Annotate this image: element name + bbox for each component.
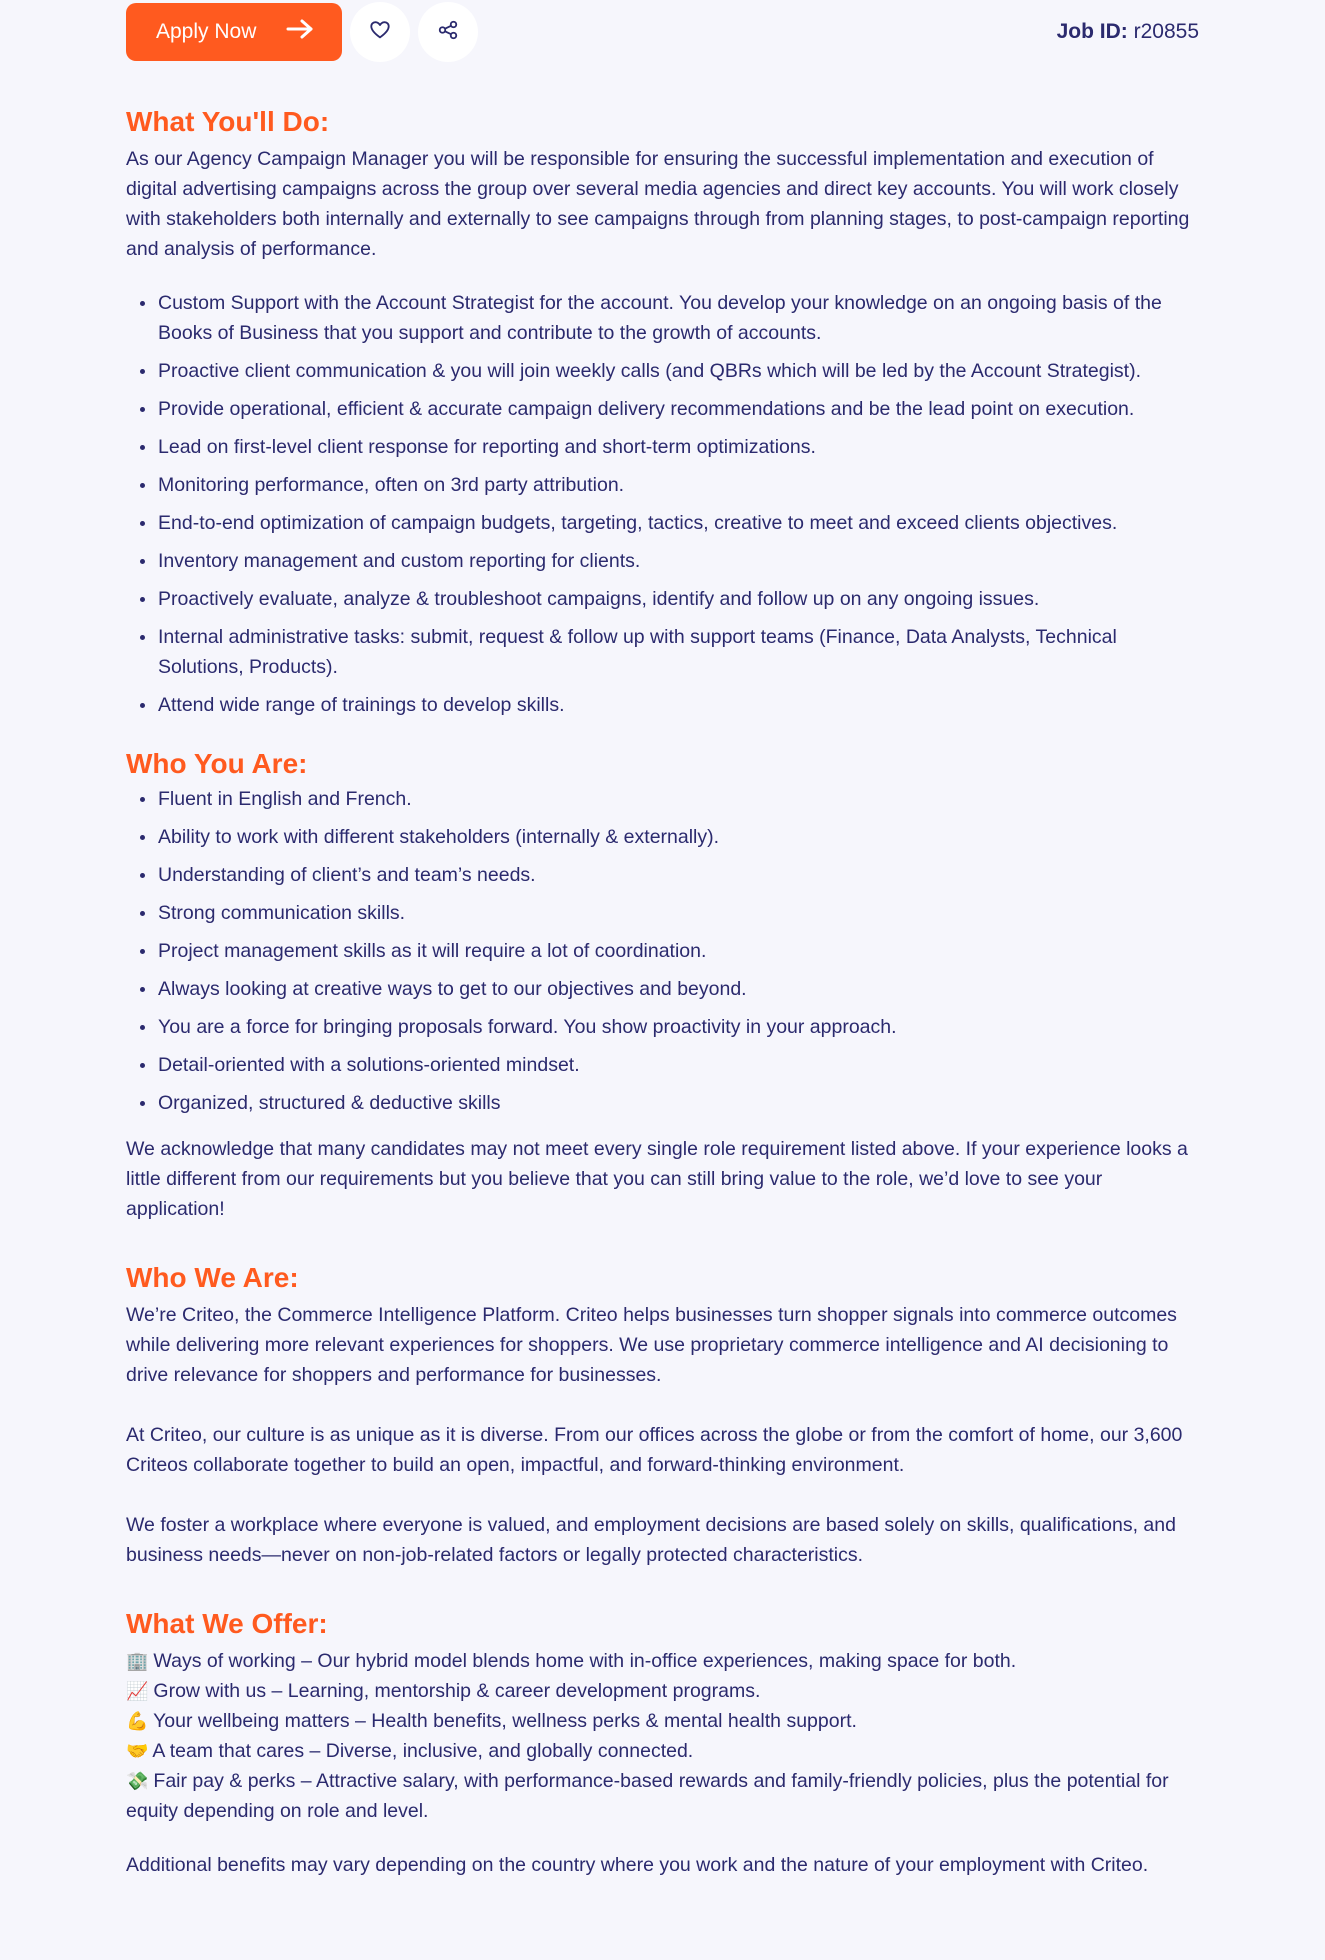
what-we-offer-outro: Additional benefits may vary depending on the country where you work and the nature of your employment with Criteo. (126, 1854, 1149, 1876)
list-item: Monitoring performance, often on 3rd party attribution. (140, 470, 1199, 500)
list-item: Project management skills as it will require a lot of coordination. (140, 936, 1199, 966)
benefit-item (126, 1736, 1199, 1766)
flexed-biceps-icon: 💪 (126, 1711, 149, 1731)
save-job-button[interactable] (350, 2, 410, 62)
list-item: Fluent in English and French. (140, 784, 1199, 814)
heart-icon (369, 19, 391, 46)
list-item: Always looking at creative ways to get to our objectives and beyond. (140, 974, 1199, 1004)
list-item: Detail-oriented with a solutions-oriented mindset. (140, 1050, 1199, 1080)
list-item: Strong communication skills. (140, 898, 1199, 928)
benefit-item (126, 1766, 1199, 1826)
list-item: Organized, structured & deductive skills (140, 1088, 1199, 1118)
benefit-item (126, 1646, 1199, 1676)
benefit-text: Ways of working – Our hybrid model blends home with in-office experiences, making space for both. (153, 1650, 1017, 1672)
what-you-do-section (126, 104, 1199, 720)
list-item: Proactively evaluate, analyze & troubleshoot campaigns, identify and follow up on any ongoing issues. (140, 584, 1199, 614)
benefit-text: Grow with us – Learning, mentorship & career development programs. (153, 1680, 761, 1702)
benefit-text: Fair pay & perks – Attractive salary, with performance-based rewards and family-friendly policies, plus the potential for equity depending on role and level. (126, 1770, 1169, 1822)
chart-increasing-icon: 📈 (126, 1681, 149, 1701)
share-icon (437, 19, 459, 46)
list-item: Custom Support with the Account Strategist for the account. You develop your knowledge on an ongoing basis of the Books of Business that you support and contribute to the growth of accounts. (140, 288, 1199, 348)
list-item: Inventory management and custom reporting for clients. (140, 546, 1199, 576)
benefit-item (126, 1676, 1199, 1706)
arrow-right-icon (286, 18, 314, 46)
who-we-are-paragraph-3: We foster a workplace where everyone is valued, and employment decisions are based solely on skills, qualifications, and business needs—never on non-job-related factors or legally protected characteristics. (126, 1514, 1176, 1566)
who-you-are-list (126, 784, 1199, 1118)
share-job-button[interactable] (418, 2, 478, 62)
list-item: Attend wide range of trainings to develop skills. (140, 690, 1199, 720)
top-action-bar (126, 2, 1199, 62)
who-you-are-title: Who You Are: (126, 748, 308, 779)
list-item: You are a force for bringing proposals forward. You show proactivity in your approach. (140, 1012, 1199, 1042)
list-item: Internal administrative tasks: submit, request & follow up with support teams (Finance, Data Analysts, Technical Solutions, Products). (140, 622, 1199, 682)
what-you-do-intro: As our Agency Campaign Manager you will be responsible for ensuring the successful implementation and execution of digital advertising campaigns across the group over several media agencies and direct key accounts. You will work closely with stakeholders both internally and externally to see campaigns through from planning stages, to post-campaign reporting and analysis of performance. (126, 148, 1190, 260)
job-id (1057, 20, 1199, 44)
money-with-wings-icon: 💸 (126, 1771, 149, 1791)
benefits-list (126, 1646, 1199, 1826)
list-item: Understanding of client’s and team’s needs. (140, 860, 1199, 890)
what-we-offer-section (126, 1606, 1199, 1880)
who-you-are-outro: We acknowledge that many candidates may not meet every single role requirement listed above. If your experience looks a little different from our requirements but you believe that you can still bring value to the role, we’d love to see your application! (126, 1138, 1188, 1220)
benefit-text: Your wellbeing matters – Health benefits, wellness perks & mental health support. (153, 1710, 857, 1732)
who-you-are-section (126, 746, 1199, 1224)
benefit-item (126, 1706, 1199, 1736)
list-item: Proactive client communication & you will join weekly calls (and QBRs which will be led by the Account Strategist). (140, 356, 1199, 386)
list-item: End-to-end optimization of campaign budgets, targeting, tactics, creative to meet and exceed clients objectives. (140, 508, 1199, 538)
what-we-offer-title: What We Offer: (126, 1608, 328, 1639)
who-we-are-title: Who We Are: (126, 1262, 299, 1293)
who-we-are-paragraph-2: At Criteo, our culture is as unique as it is diverse. From our offices across the globe or from the comfort of home, our 3,600 Criteos collaborate together to build an open, impactful, and forward-thinking environment. (126, 1424, 1183, 1476)
who-we-are-paragraph-1: We’re Criteo, the Commerce Intelligence Platform. Criteo helps businesses turn shopper signals into commerce outcomes while delivering more relevant experiences for shoppers. We use proprietary commerce intelligence and AI decisioning to drive relevance for shoppers and performance for businesses. (126, 1304, 1177, 1386)
list-item: Provide operational, efficient & accurate campaign delivery recommendations and be the lead point on execution. (140, 394, 1199, 424)
list-item: Lead on first-level client response for reporting and short-term optimizations. (140, 432, 1199, 462)
apply-now-button[interactable] (126, 3, 342, 61)
what-you-do-title: What You'll Do: (126, 106, 330, 137)
job-id-value: r20855 (1133, 20, 1199, 43)
handshake-icon: 🤝 (126, 1741, 149, 1761)
job-id-key: Job ID: (1056, 20, 1128, 43)
apply-now-label: Apply Now (156, 20, 257, 43)
what-you-do-list (126, 288, 1199, 720)
office-building-icon: 🏢 (126, 1651, 149, 1671)
who-we-are-section (126, 1260, 1199, 1570)
list-item: Ability to work with different stakeholders (internally & externally). (140, 822, 1199, 852)
benefit-text: A team that cares – Diverse, inclusive, and globally connected. (152, 1740, 694, 1762)
